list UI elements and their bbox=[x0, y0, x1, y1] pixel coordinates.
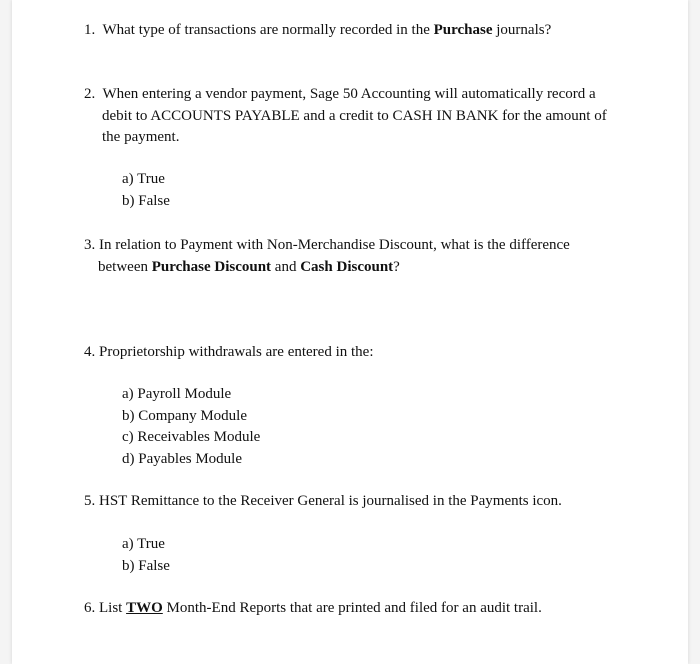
question-number: 4. bbox=[84, 344, 96, 360]
question-4 bbox=[84, 342, 374, 363]
question-text: Month-End Reports that are printed and filed for an audit trail. bbox=[162, 600, 542, 616]
question-text: ? bbox=[393, 259, 400, 275]
option-receivables-module: c) Receivables Module bbox=[122, 429, 261, 445]
question-6 bbox=[84, 598, 542, 619]
question-3 bbox=[84, 234, 570, 278]
question-number: 1. bbox=[84, 22, 96, 38]
question-text: between bbox=[98, 259, 152, 275]
option-true: a) True bbox=[122, 171, 165, 187]
question-text-line: When entering a vendor payment, Sage 50 Accounting will automatically record a bbox=[102, 86, 596, 102]
question-5-options bbox=[122, 534, 170, 577]
question-text-line: In relation to Payment with Non-Merchandise Discount, what is the difference bbox=[99, 237, 570, 253]
option-false: b) False bbox=[122, 192, 170, 209]
question-number: 5. bbox=[84, 493, 96, 509]
question-text: Proprietorship withdrawals are entered in the: bbox=[99, 344, 374, 360]
bold-term: Purchase bbox=[433, 22, 493, 38]
option-false: b) False bbox=[122, 557, 170, 574]
question-4-options bbox=[122, 384, 260, 470]
question-number: 2. bbox=[84, 86, 96, 102]
question-1 bbox=[84, 20, 551, 41]
option-payables-module: d) Payables Module bbox=[122, 450, 242, 467]
question-text: HST Remittance to the Receiver General is journalised in the Payments icon. bbox=[99, 493, 562, 509]
bold-term: Purchase Discount bbox=[151, 259, 272, 275]
question-text-line: the payment. bbox=[102, 129, 180, 145]
option-true: a) True bbox=[122, 536, 165, 552]
question-text: and bbox=[271, 259, 301, 275]
question-text: List bbox=[99, 600, 127, 616]
question-text: What type of transactions are normally recorded in the bbox=[102, 22, 434, 38]
question-text-line: debit to ACCOUNTS PAYABLE and a credit to CASH IN BANK for the amount of bbox=[102, 107, 607, 124]
underlined-term: TWO bbox=[126, 600, 163, 616]
question-number: 3. bbox=[84, 237, 96, 253]
question-number: 6. bbox=[84, 600, 96, 616]
question-text-line bbox=[84, 256, 570, 278]
option-payroll-module: a) Payroll Module bbox=[122, 386, 232, 402]
question-5 bbox=[84, 491, 562, 512]
question-2-options bbox=[122, 169, 170, 212]
option-company-module: b) Company Module bbox=[122, 407, 247, 424]
question-text: journals? bbox=[492, 22, 552, 38]
question-2 bbox=[84, 84, 607, 149]
bold-term: Cash Discount bbox=[300, 259, 394, 275]
document-page bbox=[12, 0, 688, 664]
